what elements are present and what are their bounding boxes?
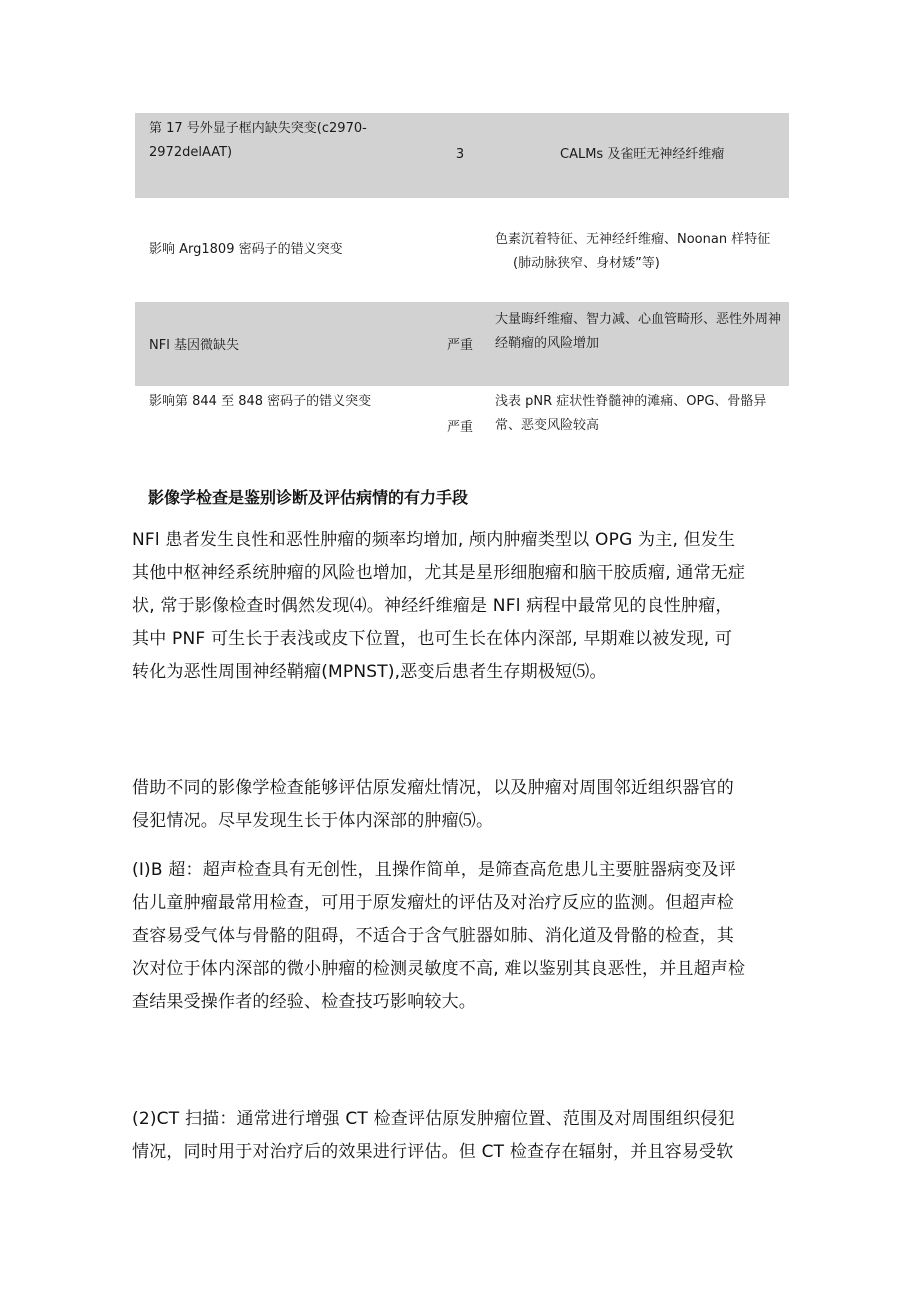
cell-line: 经鞘瘤的风险增加 [495,336,600,351]
paragraph-line: 次对位于体内深部的微小肿瘤的检测灵敏度不高, 难以鉴别其良恶性，并且超声检 [132,959,746,979]
table-row [135,386,789,446]
paragraph-line: 转化为恶性周围神经鞘瘤(MPNST),恶变后患者生存期极短⑸。 [132,662,607,682]
table-cell-phenotype [560,143,789,167]
paragraph-line: 查结果受操作者的经验、检查技巧影响较大。 [132,992,476,1012]
cell-line: 影响第 844 至 848 密码子的错义突变 [149,394,372,409]
cell-line: 严重 [446,420,473,435]
cell-line: NFl 基因微缺失 [149,338,239,353]
paragraph-line: 估儿童肿瘤最常用检查，可用于原发瘤灶的评估及对治疗反应的监测。但超声检 [132,893,734,913]
paragraph-line: 其中 PNF 可生长于表浅或皮下位置，也可生长在体内深部, 早期难以被发现, 可 [132,629,733,649]
table-cell-severity [420,416,500,440]
table-cell-mutation [149,238,404,262]
cell-line: 严重 [446,338,473,353]
paragraph-line: 借助不同的影像学检查能够评估原发瘤灶情况，以及肿瘤对周围邻近组织器官的 [132,778,734,798]
cell-line: 2972delAAT) [149,145,233,160]
paragraph-line: (I)B 超：超声检查具有无创性，且操作简单，是筛查高危患儿主要脏器病变及评 [132,860,736,880]
paragraph-line: 侵犯情况。尽早发现生长于体内深部的肿瘤⑸。 [132,811,494,831]
table-cell-severity [420,143,500,167]
paragraph-line: 查容易受气体与骨骼的阻碍，不适合于含气脏器如肺、消化道及骨骼的检查，其 [132,926,734,946]
paragraph-line: 情况，同时用于对治疗后的效果进行评估。但 CT 检查存在辐射，并且容易受软 [132,1142,734,1162]
paragraph-line: NFl 患者发生良性和恶性肿瘤的频率均增加, 颅内肿瘤类型以 OPG 为主, 但发生 [132,530,736,550]
section-heading: 影像学检查是鉴别诊断及评估病情的有力手段 [148,488,469,507]
paragraph [132,1103,792,1169]
cell-line: (肺动脉狭窄、身材矮”等) [513,256,660,271]
paragraph-line: 其他中枢神经系统肿瘤的风险也增加，尤其是星形细胞瘤和脑干胶质瘤, 通常无症 [132,563,746,583]
table-row [135,113,789,198]
table-cell-phenotype [495,228,785,276]
table-cell-mutation [149,390,404,414]
table-row [135,302,789,386]
table-cell-severity [420,334,500,358]
paragraph [132,854,792,1019]
cell-line: 色素沉着特征、无神经纤维瘤、Noonan 样特征 [495,232,771,247]
cell-line: 影响 Arg1809 密码子的错义突变 [149,242,343,257]
table-row [135,198,789,302]
cell-line: 3 [455,147,465,162]
table-cell-mutation [149,117,404,165]
cell-line: 第 17 号外显子框内缺失突变(c2970- [149,121,367,136]
cell-line: 浅表 pNR 症状性脊髓神的滩痛、OPG、骨骼异 [495,394,767,409]
paragraph-line: (2)CT 扫描：通常进行增强 CT 检查评估原发肿瘤位置、范围及对周围组织侵犯 [132,1109,735,1129]
table-cell-phenotype [495,390,785,438]
paragraph-line: 状, 常于影像检查时偶然发现⑷。神经纤维瘤是 NFl 病程中最常见的良性肿瘤， [132,596,733,616]
paragraph [132,772,792,838]
cell-line: 大量晦纤维瘤、智力减、心血管畸形、恶性外周神 [495,312,782,327]
paragraph [132,524,792,689]
cell-line: CALMs 及雀旺无神经纤维瘤 [560,147,725,162]
cell-line: 常、恶变风险较高 [495,418,600,433]
table-cell-mutation [149,334,404,358]
table-cell-phenotype [495,308,785,356]
